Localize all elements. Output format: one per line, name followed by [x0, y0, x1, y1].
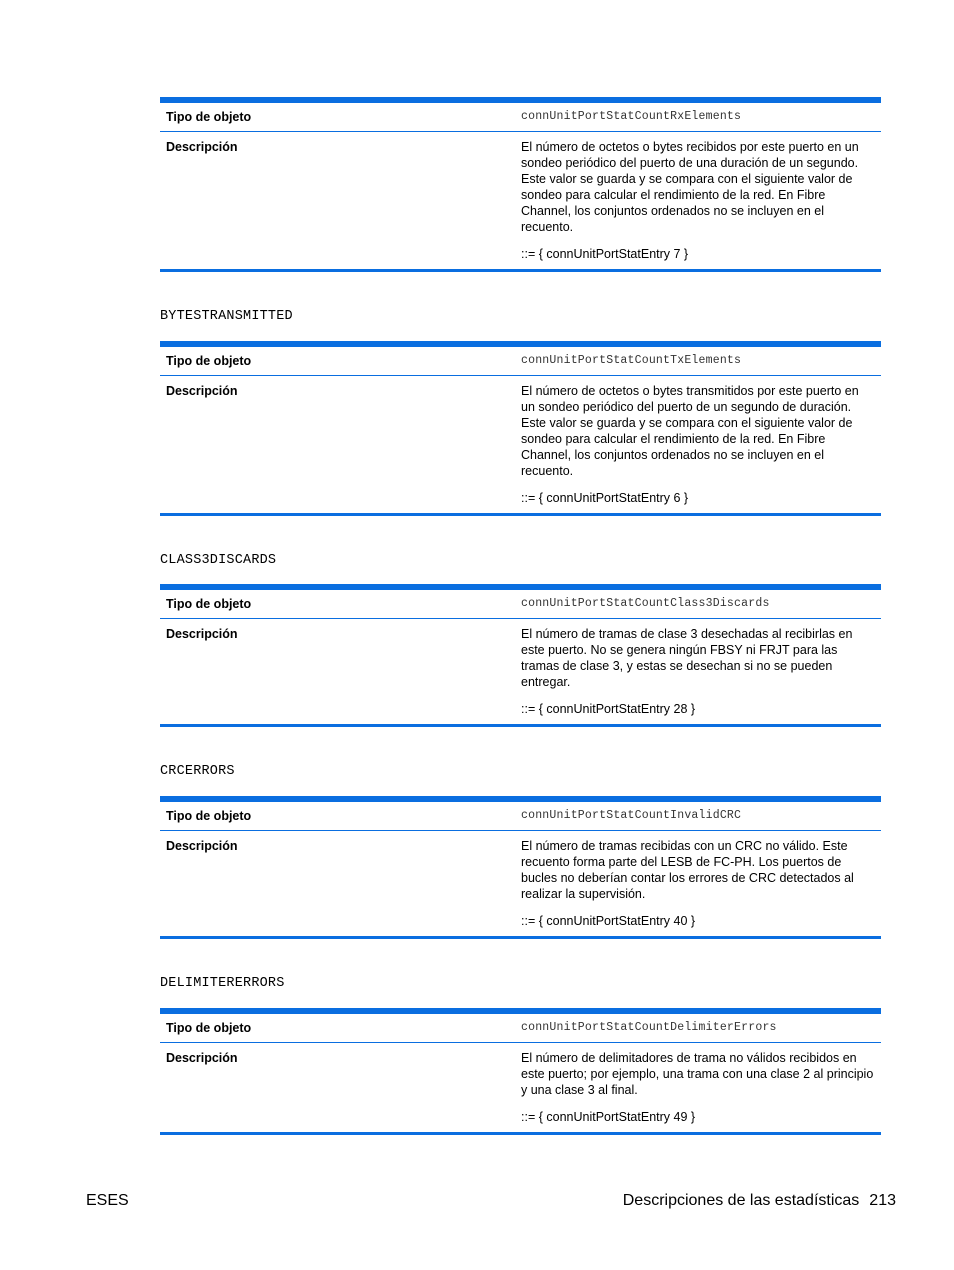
description-row: [160, 132, 881, 269]
footer-title-and-page: [623, 1192, 896, 1210]
description-row: [160, 376, 881, 513]
oid-text: ::= { connUnitPortStatEntry 40 }: [521, 914, 696, 928]
type-label: Tipo de objeto: [166, 1021, 252, 1035]
oid-text: ::= { connUnitPortStatEntry 49 }: [521, 1110, 696, 1124]
object-table-delimiter-errors: [160, 1008, 881, 1135]
type-value: connUnitPortStatCountTxElements: [521, 354, 742, 367]
description-label: Descripción: [166, 627, 238, 641]
description-cell: [521, 838, 881, 929]
type-value: connUnitPortStatCountInvalidCRC: [521, 809, 742, 822]
type-label: Tipo de objeto: [166, 809, 252, 823]
type-row: [160, 103, 881, 132]
type-row: [160, 590, 881, 619]
type-label: Tipo de objeto: [166, 354, 252, 368]
type-value: connUnitPortStatCountDelimiterErrors: [521, 1021, 777, 1034]
description-label: Descripción: [166, 384, 238, 398]
description-cell: [521, 626, 881, 717]
object-table-tx-elements: [160, 341, 881, 516]
description-cell: [521, 383, 881, 506]
section-heading-crcerrors: CRCERRORS: [160, 764, 235, 779]
footer-language-code: ESES: [86, 1192, 129, 1209]
type-value: connUnitPortStatCountRxElements: [521, 110, 742, 123]
object-table-invalid-crc: [160, 796, 881, 939]
footer-section-title: Descripciones de las estadísticas: [622, 1192, 860, 1209]
oid-text: ::= { connUnitPortStatEntry 28 }: [521, 702, 696, 716]
description-text: El número de tramas de clase 3 desechadas al recibirlas en este puerto. No se genera ningún FBSY ni FRJT para las tramas de clase 3, y estas se desechan si no se pueden entregar.: [521, 627, 853, 689]
description-text: El número de delimitadores de trama no válidos recibidos en este puerto; por ejemplo, una trama con una clase 2 al principio y una clase 3 al final.: [521, 1051, 874, 1097]
type-row: [160, 347, 881, 376]
description-cell: [521, 1050, 881, 1125]
description-label: Descripción: [166, 140, 238, 154]
description-cell: [521, 139, 881, 262]
description-label: Descripción: [166, 839, 238, 853]
section-heading-delimitererrors: DELIMITERERRORS: [160, 976, 285, 991]
oid-text: ::= { connUnitPortStatEntry 6 }: [521, 491, 689, 505]
description-label: Descripción: [166, 1051, 238, 1065]
type-label: Tipo de objeto: [166, 110, 252, 124]
object-table-class3-discards: [160, 584, 881, 727]
type-row: [160, 1014, 881, 1043]
type-label: Tipo de objeto: [166, 597, 252, 611]
description-text: El número de octetos o bytes recibidos por este puerto en un sondeo periódico del puerto de una duración de un segundo. Este valor se guarda y se compara con el siguiente valor de sondeo para calcular el rendimiento de la red. En Fibre Channel, los conjuntos ordenados no se incluyen en el recuento.: [521, 140, 859, 234]
description-row: [160, 1043, 881, 1132]
oid-text: ::= { connUnitPortStatEntry 7 }: [521, 247, 689, 261]
description-row: [160, 619, 881, 724]
type-value: connUnitPortStatCountClass3Discards: [521, 597, 770, 610]
description-text: El número de octetos o bytes transmitidos por este puerto en un sondeo periódico del puerto de un segundo de duración. Este valor se guarda y se compara con el siguiente valor de sondeo para calcular el rendimiento de la red. En Fibre Channel, los conjuntos ordenados no se incluyen en el recuento.: [521, 384, 859, 478]
page-number: 213: [869, 1192, 896, 1209]
object-table-rx-elements: [160, 97, 881, 272]
description-row: [160, 831, 881, 936]
section-heading-bytestransmitted: BYTESTRANSMITTED: [160, 309, 293, 324]
section-heading-class3discards: CLASS3DISCARDS: [160, 553, 277, 568]
description-text: El número de tramas recibidas con un CRC no válido. Este recuento forma parte del LESB de FC-PH. Los puertos de bucles no deberían contar los errores de CRC detectados al realizar la supervisión.: [521, 839, 854, 901]
type-row: [160, 802, 881, 831]
